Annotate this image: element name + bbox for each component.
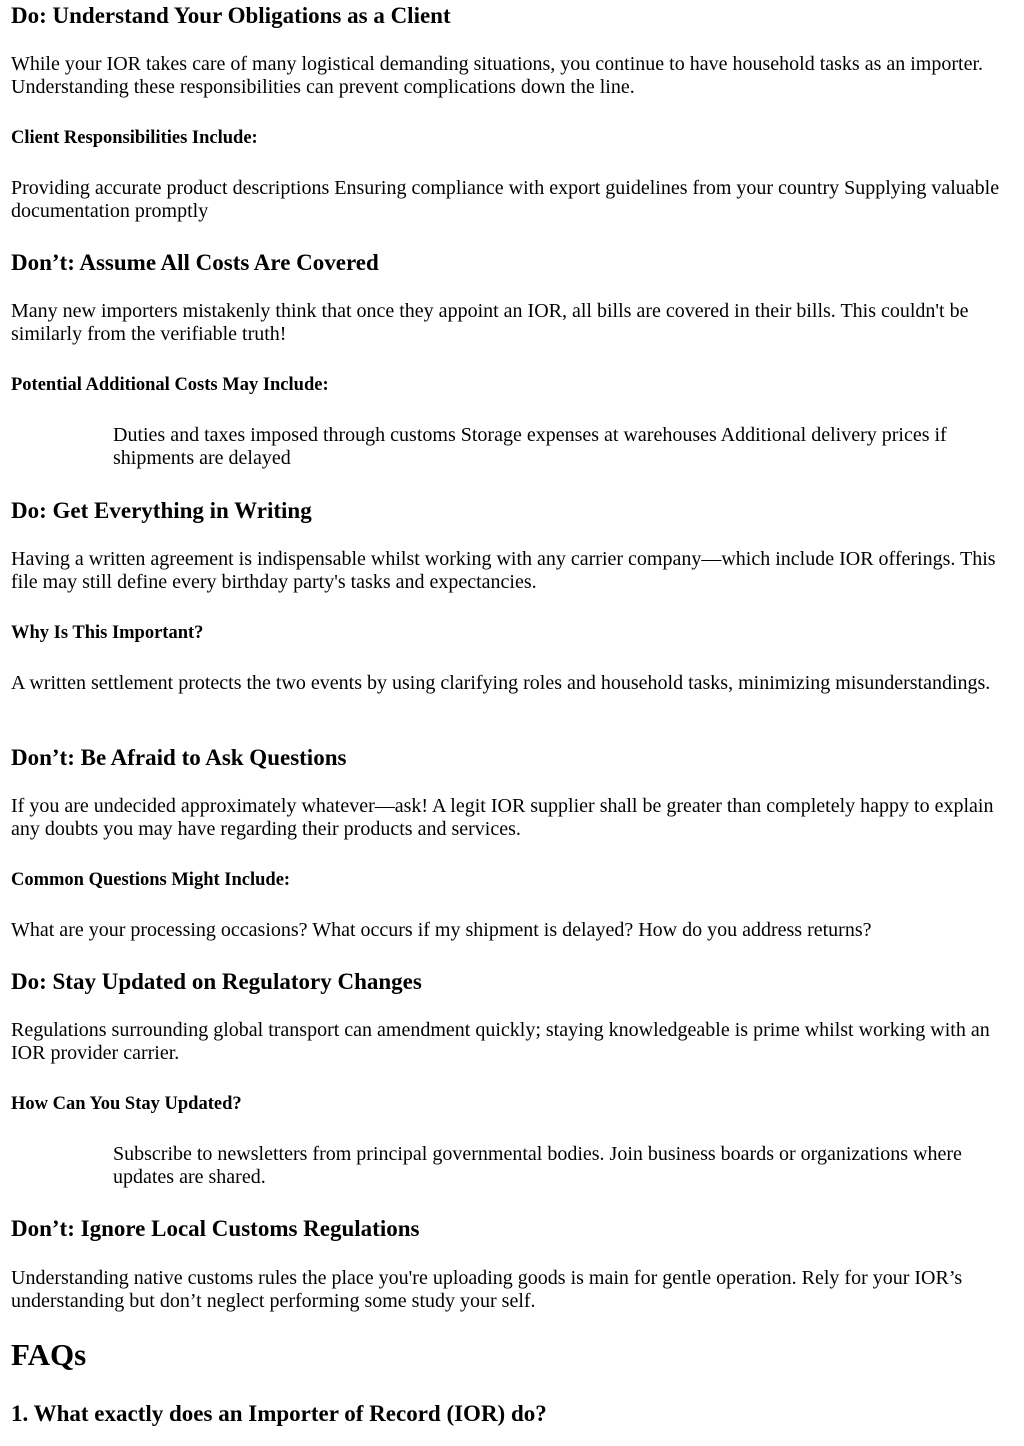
paragraph-common-questions: What are your processing occasions? What occurs if my shipment is delayed? How do you address returns? xyxy=(11,919,872,941)
section-body-writing: Having a written agreement is indispensable whilst working with any carrier company—which include IOR offerings. This file may still define every birthday party's tasks and expectancies. xyxy=(11,548,996,593)
paragraph-why-important: A written settlement protects the two events by using clarifying roles and household tasks, minimizing misunderstandings. xyxy=(11,672,991,694)
subheading-why-important: Why Is This Important? xyxy=(11,623,204,643)
subheading-client-responsibilities: Client Responsibilities Include: xyxy=(11,128,258,148)
subheading-additional-costs: Potential Additional Costs May Include: xyxy=(11,375,329,395)
section-heading-local-customs: Don’t: Ignore Local Customs Regulations xyxy=(11,1216,420,1241)
section-body-regulatory: Regulations surrounding global transport can amendment quickly; staying knowledgeable is prime whilst working with an IOR provider carrier. xyxy=(11,1019,990,1064)
blockquote-additional-costs: Duties and taxes imposed through customs Storage expenses at warehouses Additional delivery prices if shipments are delayed xyxy=(113,424,947,469)
faq-title: FAQs xyxy=(11,1337,87,1372)
section-heading-regulatory: Do: Stay Updated on Regulatory Changes xyxy=(11,969,422,994)
section-heading-costs: Don’t: Assume All Costs Are Covered xyxy=(11,250,379,275)
blockquote-stay-updated: Subscribe to newsletters from principal governmental bodies. Join business boards or organizations where updates are shared. xyxy=(113,1143,962,1188)
paragraph-client-responsibilities: Providing accurate product descriptions Ensuring compliance with export guidelines from your country Supplying valuable documentation promptly xyxy=(11,177,1000,222)
section-heading-writing: Do: Get Everything in Writing xyxy=(11,498,312,523)
section-body-local-customs: Understanding native customs rules the place you're uploading goods is main for gentle operation. Rely for your IOR’s understanding but don’t neglect performing some study your self. xyxy=(11,1267,963,1312)
faq-question-1: 1. What exactly does an Importer of Record (IOR) do? xyxy=(11,1401,547,1426)
section-body-questions: If you are undecided approximately whatever—ask! A legit IOR supplier shall be greater than completely happy to explain any doubts you may have regarding their products and services. xyxy=(11,795,994,840)
subheading-stay-updated: How Can You Stay Updated? xyxy=(11,1094,242,1114)
section-body-obligations: While your IOR takes care of many logistical demanding situations, you continue to have household tasks as an importer. Understanding these responsibilities can prevent complications down the line. xyxy=(11,53,984,98)
section-heading-questions: Don’t: Be Afraid to Ask Questions xyxy=(11,745,347,770)
subheading-common-questions: Common Questions Might Include: xyxy=(11,870,291,890)
section-heading-obligations: Do: Understand Your Obligations as a Client xyxy=(11,3,451,28)
section-body-costs: Many new importers mistakenly think that once they appoint an IOR, all bills are covered in their bills. This couldn't be similarly from the verifiable truth! xyxy=(11,300,969,345)
